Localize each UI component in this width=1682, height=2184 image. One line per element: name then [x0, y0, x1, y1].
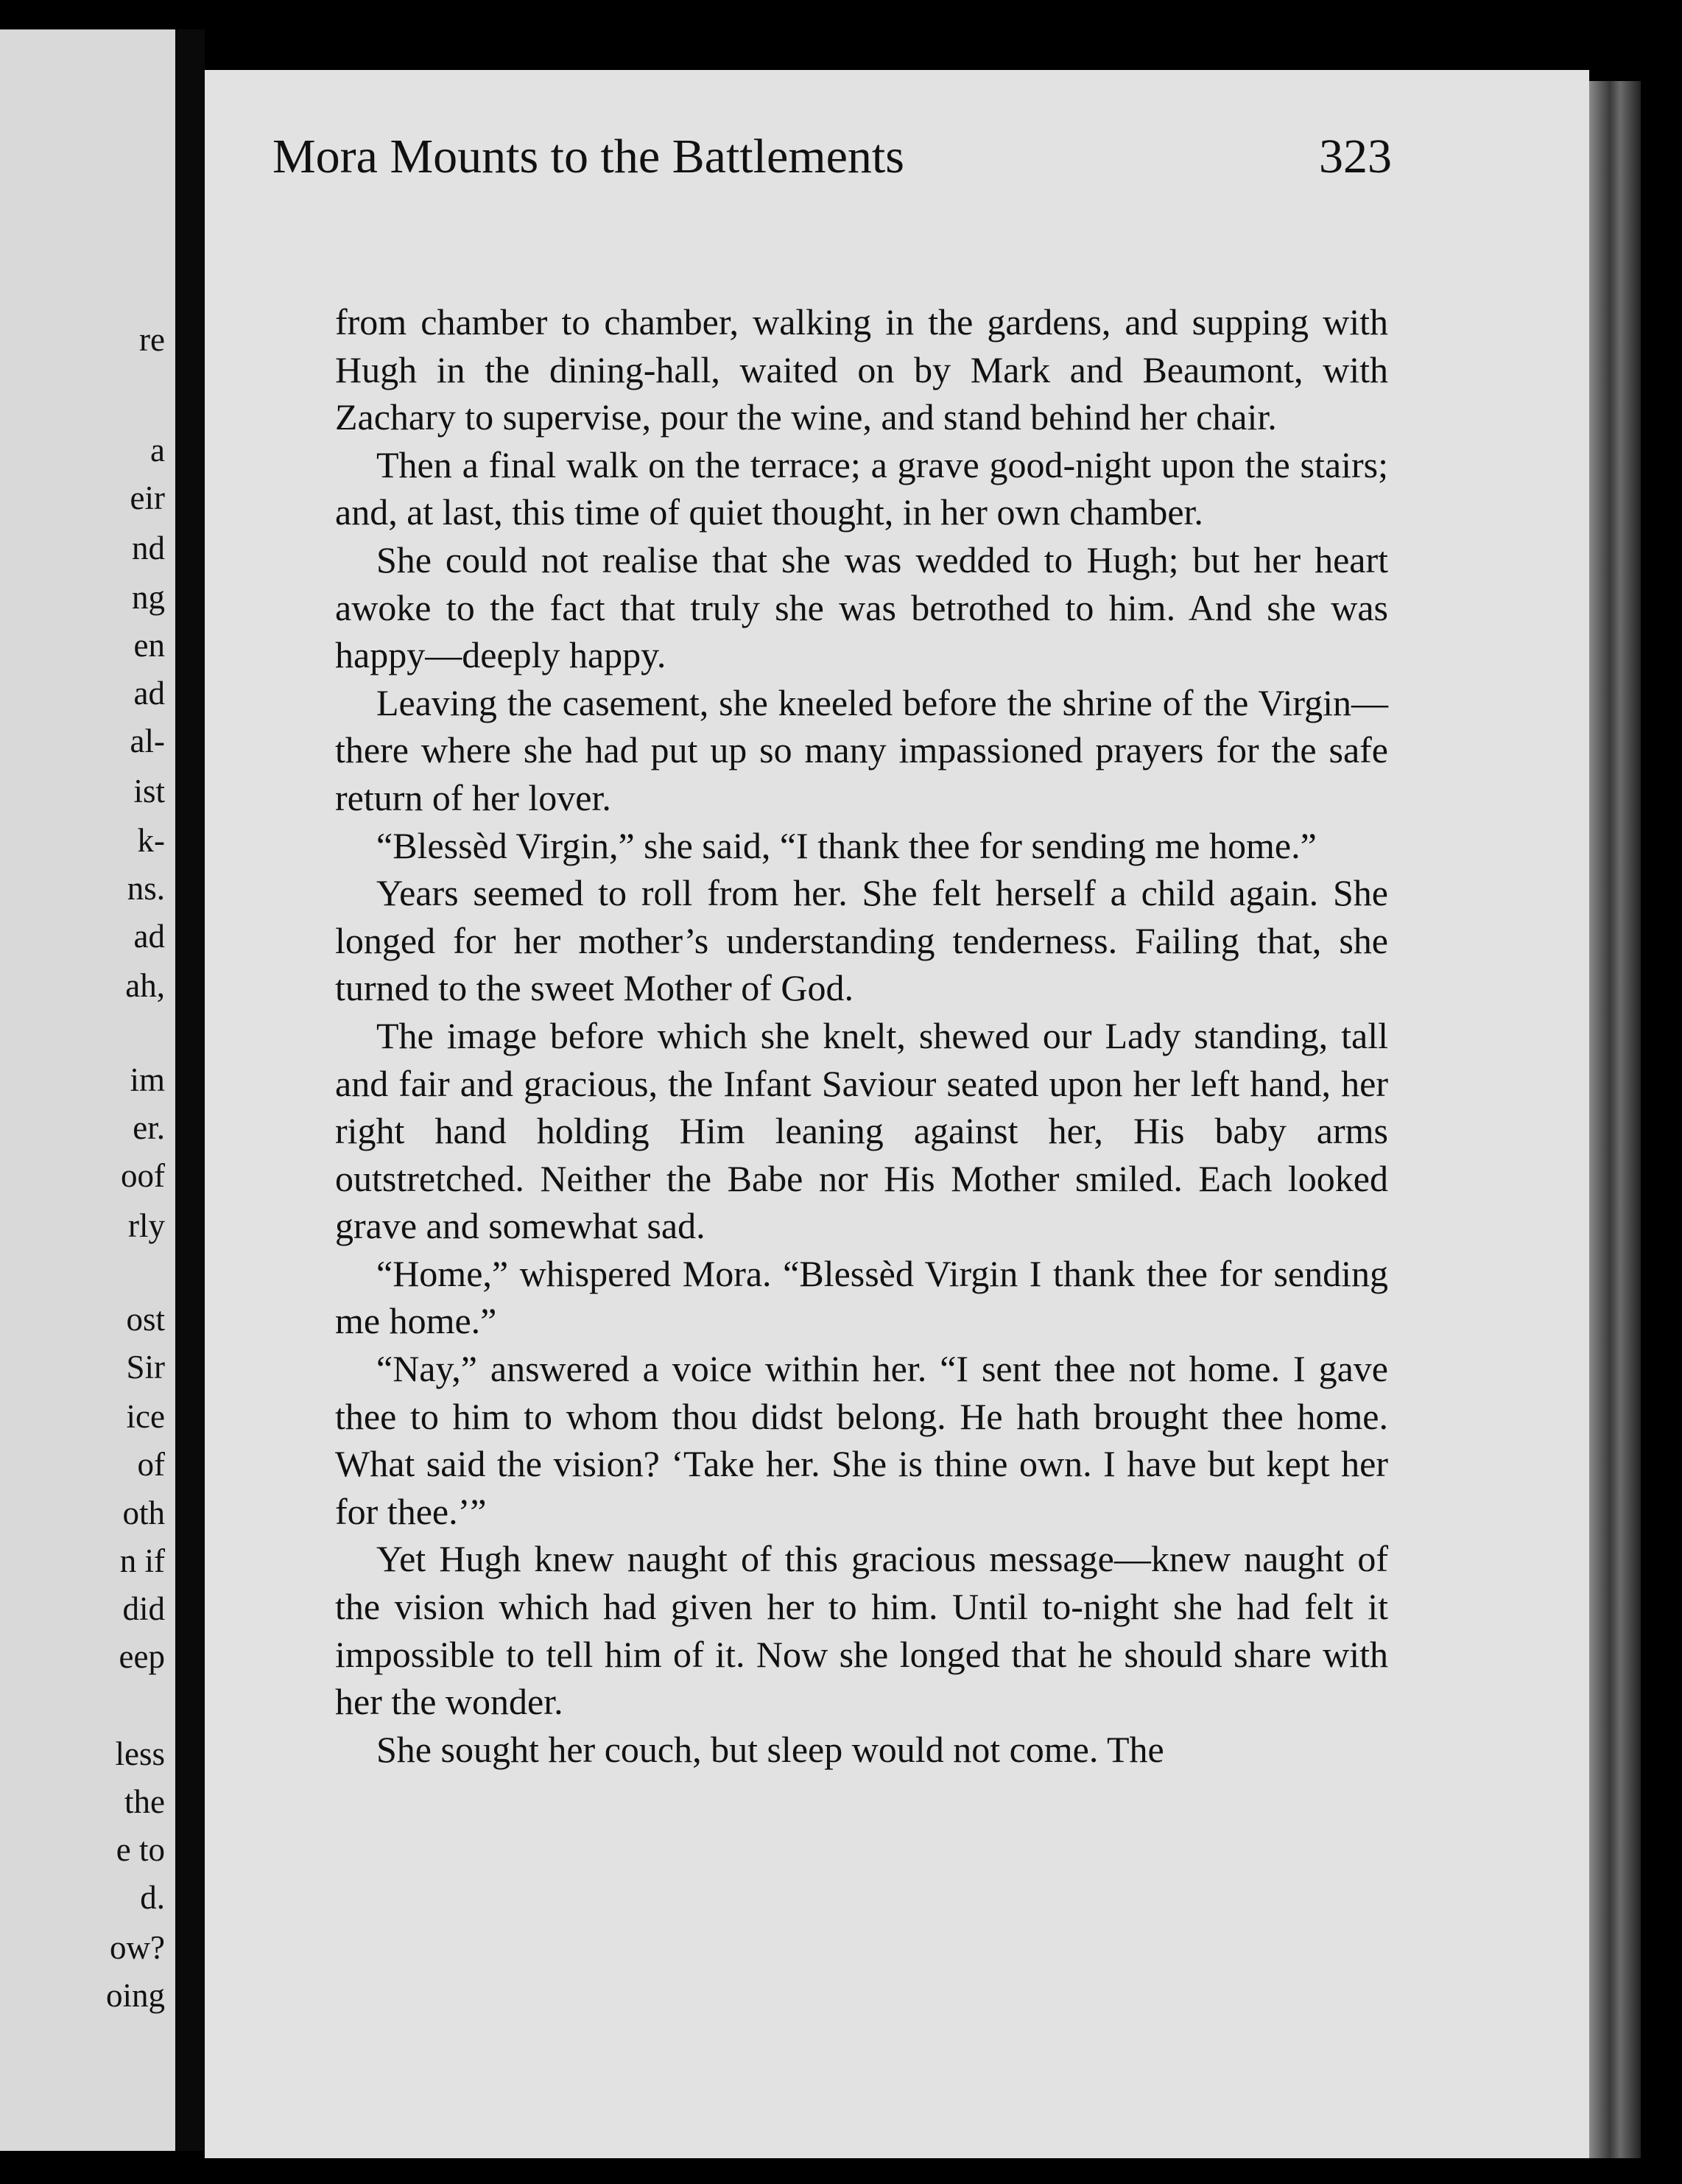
left-page-fragment: im — [130, 1061, 165, 1098]
left-page-fragment: ist — [133, 773, 165, 810]
paragraph: “Home,” whispered Mora. “Blessèd Virgin I thank thee for sending me home.” — [335, 1252, 1388, 1342]
paragraph: “Blessèd Virgin,” she said, “I thank thee for sending me home.” — [376, 824, 1317, 866]
left-page-fragment: ad — [133, 918, 165, 955]
left-page-fragment: oing — [105, 1977, 165, 2014]
left-page-fragment: of — [137, 1446, 165, 1483]
left-page-fragment: en — [133, 627, 165, 664]
page-header — [272, 129, 1392, 210]
left-page-fragment: ow? — [110, 1929, 165, 1966]
left-page-fragment: er. — [133, 1109, 165, 1146]
left-page-fragment: n if — [119, 1542, 165, 1579]
paragraph: She could not realise that she was wedded to Hugh; but her heart awoke to the fact that truly she was betrothed to him. And she was happy—deeply happy. — [335, 538, 1388, 676]
left-page-fragment: ost — [126, 1301, 165, 1338]
left-page-fragment: k- — [137, 822, 165, 859]
left-page-fragment: rly — [128, 1207, 165, 1244]
left-page-fragment: d. — [140, 1879, 165, 1916]
left-page-fragment: eep — [119, 1638, 165, 1675]
left-page-fragment: al- — [130, 723, 165, 759]
paragraph: Leaving the casement, she kneeled before the shrine of the Virgin—there where she had put up so many impassioned prayers for the safe return of her lover. — [335, 681, 1388, 818]
left-page-fragment: nd — [132, 530, 165, 566]
left-facing-page — [0, 29, 175, 2151]
left-page-fragment: eir — [130, 480, 165, 516]
running-title: Mora Mounts to the Battlements — [272, 130, 904, 183]
left-page-fragment: ah, — [125, 967, 165, 1004]
left-page-fragment: re — [139, 321, 165, 358]
left-page-fragment: e to — [116, 1831, 165, 1868]
left-page-fragment: the — [124, 1783, 165, 1820]
left-page-fragment: Sir — [126, 1349, 165, 1386]
left-page-fragment: did — [122, 1590, 165, 1627]
paragraph: The image before which she knelt, shewed our Lady standing, tall and fair and gracious, the Infant Saviour seated upon her left hand, her right hand holding Him leaning against her, His baby arms outstretched. Neither the Babe nor His Mother smiled. Each looked grave and somewhat sad. — [335, 1014, 1388, 1247]
left-page-fragment: ng — [132, 579, 165, 616]
left-page-fragment: ns. — [127, 870, 165, 907]
left-page-fragment: oth — [122, 1495, 165, 1531]
paragraph: Then a final walk on the terrace; a grave good-night upon the stairs; and, at last, this time of quiet thought, in her own chamber. — [335, 443, 1388, 533]
left-page-fragment: oof — [121, 1157, 165, 1194]
paragraph: Yet Hugh knew naught of this gracious message—knew naught of the vision which had given her to him. Until to-night she had felt it impossible to tell him of it. Now she longed that he should share with her the wonder. — [335, 1538, 1388, 1723]
paragraph: Years seemed to roll from her. She felt herself a child again. She longed for her mother’s understanding tenderness. Failing that, she turned to the sweet Mother of God. — [335, 872, 1388, 1009]
body-text — [335, 298, 1388, 1773]
paragraph: She sought her couch, but sleep would not come. The — [376, 1728, 1164, 1770]
left-page-fragment: ice — [126, 1398, 165, 1435]
paragraph: “Nay,” answered a voice within her. “I sent thee not home. I gave thee to him to whom thou didst belong. He hath brought thee home. What said the vision? ‘Take her. She is thine own. I have but kept her for thee.’” — [335, 1348, 1388, 1532]
left-page-fragment: a — [150, 432, 165, 468]
paragraph: from chamber to chamber, walking in the gardens, and supping with Hugh in the dining-hall, waited on by Mark and Beaumont, with Zachary to supervise, pour the wine, and stand behind her chair. — [335, 301, 1388, 438]
page-number: 323 — [1319, 130, 1392, 183]
left-page-fragment: less — [115, 1735, 165, 1772]
book-gutter — [175, 29, 205, 2151]
page-edge — [1589, 81, 1641, 2158]
left-page-fragment: ad — [133, 675, 165, 712]
